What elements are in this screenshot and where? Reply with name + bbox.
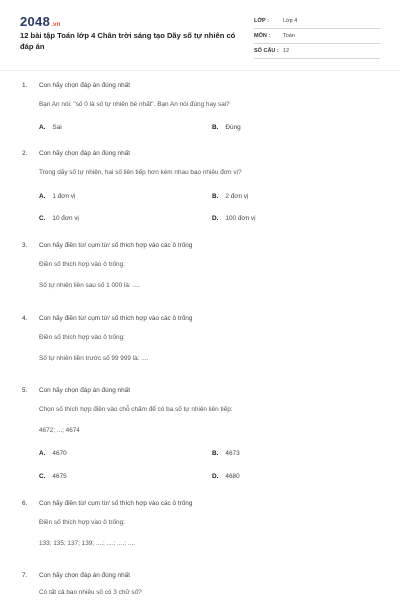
option-text: 4675 (52, 473, 67, 480)
option-letter: C. (39, 473, 46, 480)
option-c[interactable] (39, 473, 67, 480)
question-number: 6. (22, 500, 28, 507)
option-letter: D. (212, 473, 219, 480)
question-instruction: Điền số thích hợp vào ô trống: (39, 261, 125, 268)
option-text: 10 đơn vị (52, 215, 79, 222)
question-text: Có tất cả bao nhiêu số có 3 chữ số? (39, 589, 142, 596)
site-logo[interactable] (20, 14, 61, 29)
option-a[interactable] (39, 450, 67, 457)
question-text: Bạn An nói: "số 0 là số tự nhiên bé nhất". Bạn An nói đúng hay sai? (39, 101, 230, 108)
question-prompt: Con hãy chọn đáp án đúng nhất (39, 572, 130, 579)
question-text: Số tự nhiên liền sau số 1 000 là: .... (39, 282, 140, 289)
option-text: Đúng (225, 124, 241, 131)
option-letter: A. (39, 193, 46, 200)
option-a[interactable] (39, 193, 75, 200)
question-prompt: Con hãy điền từ/ cụm từ/ số thích hợp vào các ô trống (39, 500, 193, 507)
meta-key: SỐ CÂU : (254, 48, 279, 54)
question-number: 1. (22, 82, 28, 89)
option-letter: B. (212, 124, 219, 131)
option-text: 100 đơn vị (225, 215, 256, 222)
option-text: Sai (52, 124, 62, 131)
option-b[interactable] (212, 193, 248, 200)
meta-key: LỚP : (254, 18, 269, 24)
meta-value: Lớp 4 (283, 18, 298, 24)
option-letter: A. (39, 124, 46, 131)
document-title: 12 bài tập Toán lớp 4 Chân trời sáng tạo Dãy số tự nhiên có đáp án (20, 31, 236, 51)
option-text: 4680 (225, 473, 240, 480)
question-prompt: Con hãy điền từ/ cụm từ/ số thích hợp vào các ô trống (39, 315, 193, 322)
question-sequence: 133; 135; 137; 139; ....; ....; ....; .... (39, 540, 135, 547)
option-d[interactable] (212, 473, 240, 480)
question-text: Chọn số thích hợp điền vào chỗ chấm để có ba số tự nhiên liên tiếp: (39, 406, 233, 413)
page-header (0, 0, 400, 70)
option-letter: C. (39, 215, 46, 222)
option-text: 1 đơn vị (52, 193, 76, 200)
option-a[interactable] (39, 124, 62, 131)
option-c[interactable] (39, 215, 79, 222)
question-number: 4. (22, 315, 28, 322)
option-b[interactable] (212, 450, 240, 457)
meta-row-class (254, 14, 380, 29)
question-instruction: Điền số thích hợp vào ô trống: (39, 519, 125, 526)
question-prompt: Con hãy chọn đáp án đúng nhất (39, 387, 130, 394)
option-letter: B. (212, 450, 219, 457)
option-letter: A. (39, 450, 46, 457)
option-b[interactable] (212, 124, 241, 131)
question-prompt: Con hãy chọn đáp án đúng nhất (39, 82, 130, 89)
question-number: 5. (22, 387, 28, 394)
question-number: 2. (22, 150, 28, 157)
question-prompt: Con hãy điền từ/ cụm từ/ số thích hợp vào các ô trống (39, 242, 193, 249)
option-letter: D. (212, 215, 219, 222)
question-sequence: 4672; ...; 4674 (39, 427, 80, 434)
question-number: 3. (22, 242, 28, 249)
option-text: 4673 (225, 450, 240, 457)
option-text: 4670 (52, 450, 67, 457)
question-instruction: Điền số thích hợp vào ô trống: (39, 334, 125, 341)
question-text: Số tự nhiên liền trước số 99 999 là: .... (39, 355, 149, 362)
question-text: Trong dãy số tự nhiên, hai số liên tiếp hơn kém nhau bao nhiêu đơn vị? (39, 169, 242, 176)
meta-value: Toán (283, 33, 295, 39)
meta-row-subject (254, 29, 380, 44)
question-prompt: Con hãy chọn đáp án đúng nhất (39, 150, 130, 157)
meta-row-count (254, 44, 380, 59)
meta-key: MÔN : (254, 33, 271, 39)
option-letter: B. (212, 193, 219, 200)
option-text: 2 đơn vị (225, 193, 249, 200)
logo-text: 2048 (20, 14, 51, 29)
logo-suffix: .vn (51, 22, 61, 28)
header-divider (0, 70, 400, 71)
question-number: 7. (22, 572, 28, 579)
meta-value: 12 (283, 48, 290, 54)
option-d[interactable] (212, 215, 256, 222)
